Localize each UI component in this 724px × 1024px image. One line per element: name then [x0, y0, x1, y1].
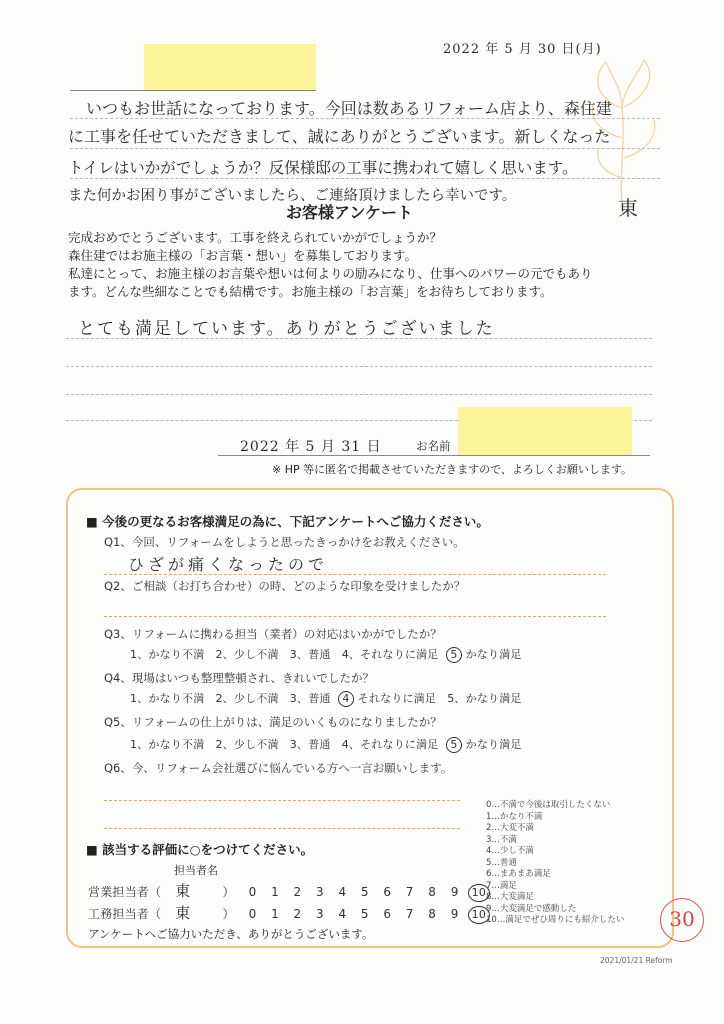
q5-selected-5: 5: [446, 737, 462, 753]
works-close-paren: ）: [222, 907, 235, 921]
survey-intro-4: ます。どんな些細なことでも結構です。お施主様の「お言葉」をお待ちしております。: [68, 284, 553, 299]
sales-rating-row: [88, 880, 490, 902]
question-2: Q2、ご相談（お打ち合わせ）の時、どのような印象を受けましたか？: [104, 579, 466, 593]
answer-1-rule: [104, 574, 606, 575]
scale-3: 3…不満: [486, 834, 517, 845]
question-1: Q1、今回、リフォームをしようと思ったきっかけをお教えください。: [104, 535, 465, 549]
staff-name-header: 担当者名: [174, 864, 218, 877]
q5-option-2: 2、少し不満: [215, 738, 279, 751]
scale-7: 7…満足: [486, 880, 517, 891]
letter-signature: 東: [618, 196, 638, 220]
sales-score-selected: 10: [468, 884, 490, 902]
sales-staff-name: 東: [175, 882, 191, 900]
answer-2-rule: [104, 616, 606, 617]
q4-option-5: 5、: [447, 692, 466, 705]
works-score-selected: 10: [468, 906, 490, 924]
letter-date: 2022 年 5 月 30 日(月): [443, 42, 602, 57]
answer-1: ひざが痛くなったので: [128, 555, 329, 574]
rating-heading: ■ 該当する評価に○をつけてください。: [86, 842, 314, 857]
q4-option-3: 3、普通: [289, 692, 331, 705]
survey-intro-2: 森住建ではお施主様の「お言葉・想い」を募集しております。: [68, 248, 418, 263]
letter-line-4: また何かお困り事がございましたら、ご連絡頂けましたら幸いです。: [68, 188, 517, 204]
q4-option-2: 2、少し不満: [215, 692, 279, 705]
q3-option-4: 4、: [341, 648, 361, 661]
works-rating-row: [88, 902, 490, 924]
score-stamp: [660, 898, 704, 942]
survey-comment: とても満足しています。ありがとうございました: [78, 319, 495, 339]
q5-option-1: 1、かなり不満: [130, 738, 205, 751]
q3-options: [130, 646, 522, 663]
letter-rule-1: [70, 118, 660, 119]
comment-rule-2: [66, 366, 652, 367]
rating-scale-legend: [486, 800, 624, 927]
q3-option-1: 1、かなり不満: [130, 648, 205, 661]
q5-option-4-label: それなりに満足: [360, 738, 439, 751]
question-4: Q4、現場はいつも整理整頓され、きれいでしたか？: [104, 671, 375, 685]
scale-10: 10…満足でぜひ周りにも紹介したい: [486, 915, 625, 925]
survey-intro-1: 完成おめでとうございます。工事を終えられていかがでしょうか？: [68, 230, 443, 245]
date-name-underline: [218, 455, 650, 456]
q3-option-2: 2、少し不満: [215, 648, 279, 661]
form-version-footer: 2021/01/21 Reform: [600, 956, 673, 965]
q5-option-4: 4、: [341, 738, 361, 751]
q4-selected-4: 4: [338, 691, 354, 707]
q3-option-5-label: かなり満足: [465, 648, 522, 661]
letter-line-2: に工事を任せていただきまして、誠にありがとうございます。新しくなった: [68, 127, 611, 146]
q3-selected-5: 5: [446, 647, 462, 663]
q5-option-5-label: かなり満足: [465, 738, 522, 751]
answer-6-rule-1: [104, 800, 460, 801]
sales-score-digits: 0 1 2 3 4 5 6 7 8 9: [248, 885, 464, 899]
q4-option-4-label: それなりに満足: [357, 692, 437, 705]
q4-option-1: 1、かなり不満: [130, 692, 205, 705]
scale-5: 5…普通: [486, 857, 517, 868]
survey-note: ※ HP 等に匿名で掲載させていただきますので、よろしくお願いします。: [272, 463, 633, 476]
sales-close-paren: ）: [222, 885, 235, 899]
scale-0: 0…不満で今後は取引したくない: [486, 800, 611, 810]
letter-rule-3: [70, 178, 660, 179]
scale-1: 1…かなり不満: [486, 811, 543, 822]
question-5: Q5、リフォームの仕上がりは、満足のいくものになりましたか？: [104, 715, 442, 729]
scale-6: 6…まあまあ満足: [486, 869, 551, 879]
q4-options: [130, 690, 522, 707]
q4-option-5-label: かなり満足: [465, 692, 522, 705]
works-score-digits: 0 1 2 3 4 5 6 7 8 9: [248, 907, 464, 921]
questionnaire-heading: ■ 今後の更なるお客様満足の為に、下記アンケートへご協力ください。: [86, 514, 489, 529]
letter-rule-2: [70, 148, 660, 149]
survey-intro-3: 私達にとって、お施主様のお言葉や想いは何よりの励みになり、仕事へのパワーの元でもあり: [68, 266, 593, 281]
answer-6-rule-2: [104, 828, 460, 829]
survey-date: 2022 年 5 月 31 日: [240, 439, 382, 455]
letter-line-3: トイレはいかがでしょうか？反保様邸の工事に携われて嬉しく思います。: [68, 159, 578, 177]
thanks-text: アンケートへご協力いただき、ありがとうございます。: [88, 927, 374, 941]
question-6: Q6、今、リフォーム会社選びに悩んでいる方へ一言お願いします。: [104, 761, 453, 775]
scale-8: 8…大変満足: [486, 892, 534, 902]
scale-4: 4…少し不満: [486, 846, 534, 856]
comment-rule-3: [66, 394, 652, 395]
works-staff-label: 工務担当者（: [88, 907, 162, 921]
recipient-underline: [70, 90, 316, 91]
survey-title: お客様アンケート: [286, 203, 414, 222]
scale-2: 2…大変不満: [486, 823, 534, 833]
q5-options: [130, 736, 522, 753]
letter-line-1: いつもお世話になっております。今回は数あるリフォーム店より、森住建: [86, 99, 612, 118]
q3-option-4-label: それなりに満足: [360, 648, 439, 661]
redacted-recipient: [144, 44, 316, 90]
name-label: お名前: [416, 439, 451, 453]
q3-option-3: 3、普通: [289, 648, 331, 661]
scale-9: 9…大変満足で感動した: [486, 903, 577, 914]
redacted-name: [458, 407, 632, 455]
q5-option-3: 3、普通: [289, 738, 331, 751]
question-3: Q3、リフォームに携わる担当（業者）の対応はいかがでしたか？: [104, 627, 442, 641]
comment-rule-1: [66, 338, 652, 339]
score-stamp-value: 30: [669, 907, 695, 931]
works-staff-name: 東: [175, 904, 191, 922]
sales-staff-label: 営業担当者（: [88, 885, 162, 899]
